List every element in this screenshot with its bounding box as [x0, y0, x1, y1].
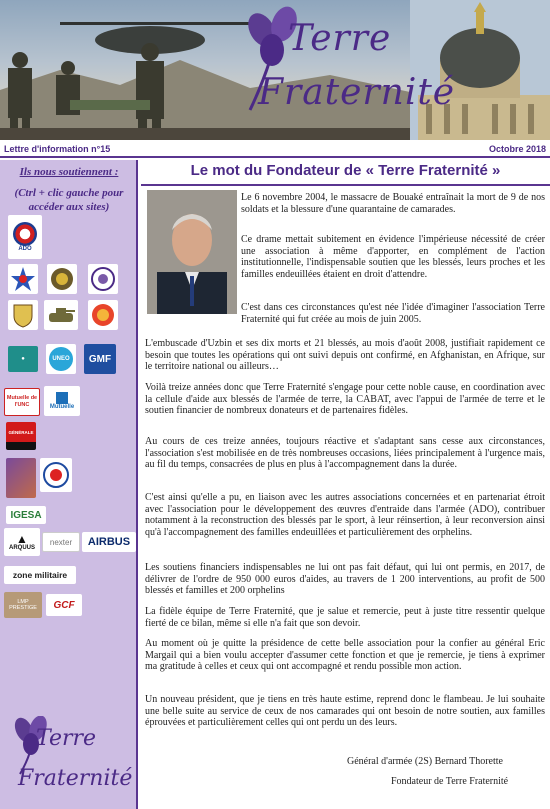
sponsor-gmf[interactable] — [84, 344, 116, 374]
sponsor-generale[interactable] — [6, 422, 36, 450]
ado-logo-icon — [13, 222, 37, 246]
header-banner — [0, 0, 550, 140]
shield-emblem-icon — [10, 302, 36, 328]
sponsor-gmf-label: GMF — [88, 353, 112, 365]
sponsor-uneo[interactable] — [46, 344, 76, 374]
paragraph-1: Le 6 novembre 2004, le massacre de Bouaké entraînait la mort de 9 de nos soldats et la blessure d'une quarantaine de camarades. — [241, 192, 545, 215]
title-divider — [141, 184, 550, 186]
sponsor-mutuelle-unc-label: Mutuelle de l'UNC — [6, 395, 38, 408]
sponsor-lmp-label: LMP PRESTIGE — [9, 599, 37, 611]
sponsor-ado-label: ADO — [18, 246, 32, 252]
arquus-logo-icon: ▲ — [16, 532, 28, 546]
sponsor-emblem-6[interactable] — [88, 300, 118, 330]
sponsor-zone-militaire[interactable] — [4, 566, 76, 584]
paragraph-4: L'embuscade d'Uzbin et ses dix morts et 21 blessés, au mois d'août 2008, justifiait rapidement ce besoin que toutes les opérations qui ont suivi depuis ont confirmé, en Afghanistan, en Afrique, sur le territoire national ou ailleurs… — [145, 338, 545, 373]
paragraph-8: Les soutiens financiers indispensables ne lui ont pas fait défaut, qui lui ont permis, en 2017, de délivrer de l'ordre de 950 000 euros d'aides, au travers de 1 200 interventions, au profit de 500 blessés et familles et 200 orphelins — [145, 562, 545, 597]
sponsor-tego[interactable] — [8, 346, 38, 372]
logo-terre-text: Terre — [288, 18, 392, 59]
uneo-logo-icon — [49, 347, 73, 371]
sponsor-emblem-5[interactable] — [44, 300, 78, 330]
paragraph-3: C'est dans ces circonstances qu'est née l'idée d'imaginer l'association Terre Fraternité qui fut créée au mois de juin 2005. — [241, 302, 545, 325]
tank-icon — [46, 303, 76, 327]
sponsor-uneo-label: UNEO — [52, 356, 70, 362]
badge-emblem-icon — [49, 266, 75, 292]
sponsor-arquus[interactable] — [4, 528, 40, 556]
paragraph-6: Au cours de ces treize années, toujours réactive et s'adaptant sans cesse aux circonstances, l'association s'est mobilisée en de très nombreuses occasions, liées principalement à l'urgence mais, au fil du temps, consacrées de plus en plus à l'accompagnement dans la durée. — [145, 436, 545, 471]
sponsor-airbus-label: AIRBUS — [87, 536, 131, 548]
sponsor-ado[interactable] — [8, 215, 42, 259]
sponsors-title: Ils nous soutiennent : — [19, 166, 119, 178]
sponsor-emblem-4[interactable] — [8, 300, 38, 330]
sponsor-image-1[interactable] — [6, 458, 36, 498]
banner-illustration — [0, 0, 550, 140]
sponsor-gcf[interactable] — [46, 594, 82, 616]
sponsors-hint: (Ctrl + clic gauche pour accéder aux sites) — [14, 187, 124, 213]
round-seal-icon — [90, 266, 116, 292]
tego-logo-icon: ● — [21, 356, 25, 362]
sponsor-nexter[interactable] — [42, 532, 80, 552]
main-content — [141, 160, 550, 809]
sun-emblem-icon — [90, 302, 116, 328]
signature-role: Fondateur de Terre Fraternité — [391, 776, 509, 787]
paragraph-2: Ce drame mettait subitement en évidence l'impérieuse nécessité de créer une association à même d'apporter, en complément de l'action institutionnelle, l'indispensable soutien que les blessés, leurs proches et les familles endeuillées étaient en droit d'attendre. — [241, 234, 545, 280]
newsletter-number: Lettre d'information n°15 — [4, 144, 111, 154]
sponsor-emblem-2[interactable] — [47, 264, 77, 294]
sidebar-logo-fraternite: Fraternité — [18, 766, 133, 791]
sponsor-arquus-label: ARQUUS — [8, 545, 35, 551]
sponsors-sidebar — [0, 160, 138, 809]
sponsor-generale-label: GÉNÉRALE — [8, 429, 34, 435]
paragraph-9: La fidèle équipe de Terre Fraternité, que je salue et remercie, peut à juste titre ressentir quelque fierté de ce bilan, même si elle n'a fait que son devoir. — [145, 606, 545, 629]
sponsor-nexter-label: nexter — [49, 537, 73, 547]
star-emblem-icon — [10, 266, 36, 292]
sponsor-gcf-label: GCF — [53, 599, 75, 611]
sponsor-csinc[interactable] — [40, 458, 72, 492]
sponsor-mutuelle[interactable] — [44, 386, 80, 416]
mutuelle-logo-icon — [56, 392, 68, 404]
paragraph-5: Voilà treize années donc que Terre Fraternité s'engage pour cette noble cause, en coordination avec la cellule d'aide aux blessés de l'armée de terre, la CABAT, avec l'appui de l'armée de terre et le soutien financier de nombreux donateurs et de partenaires fidèles. — [145, 382, 545, 417]
sidebar-logo-terre: Terre — [36, 726, 97, 751]
portrait-illustration — [147, 190, 237, 314]
info-bar — [0, 142, 550, 158]
sponsor-igesa[interactable] — [6, 506, 46, 524]
sponsor-mutuelle-label: Mutuelle — [49, 404, 75, 410]
csinc-emblem-icon — [42, 461, 70, 489]
sponsor-mutuelle-unc[interactable] — [4, 388, 40, 416]
newsletter-date: Octobre 2018 — [488, 144, 546, 154]
signature-name: Général d'armée (2S) Bernard Thorette — [347, 756, 503, 767]
founder-portrait — [147, 190, 237, 314]
article-title: Le mot du Fondateur de « Terre Fraternité » — [190, 162, 501, 179]
paragraph-11: Un nouveau président, que je tiens en très haute estime, reprend donc le flambeau. Je lui souhaite une belle suite au service de ceux de nos camarades qui ont besoin de notre soutien, aux familles éprouvées et particulièrement celles qui ont perdu un des leurs. — [145, 694, 545, 729]
sponsor-zone-militaire-label: zone militaire — [12, 570, 68, 580]
sponsor-lmp-prestige[interactable] — [4, 592, 42, 618]
paragraph-7: C'est ainsi qu'elle a pu, en liaison avec les autres associations concernées et en partenariat étroit avec l'association pour le développement des œuvres d'entraide dans l'armée (ADO), contribuer notamment à la reconstruction des blessés par le sport, à leur réinsertion, à leur reconversion ainsi qu'à l'accompagnement des familles endeuillées et particulièrement des orphelins. — [145, 492, 545, 538]
paragraph-10: Au moment où je quitte la présidence de cette belle association pour la confier au général Eric Margail qui a bien voulu accepter d'assumer cette fonction et que je remercie, je tiens à exprimer ma gratitude à celles et ceux qui ont accompagné et rendu possible mon action. — [145, 638, 545, 673]
sponsor-airbus[interactable] — [82, 532, 136, 552]
logo-fraternite-text: Fraternité — [258, 72, 456, 113]
sponsor-emblem-1[interactable] — [8, 264, 38, 294]
sponsor-emblem-3[interactable] — [88, 264, 118, 294]
sponsor-igesa-label: IGESA — [10, 509, 42, 521]
